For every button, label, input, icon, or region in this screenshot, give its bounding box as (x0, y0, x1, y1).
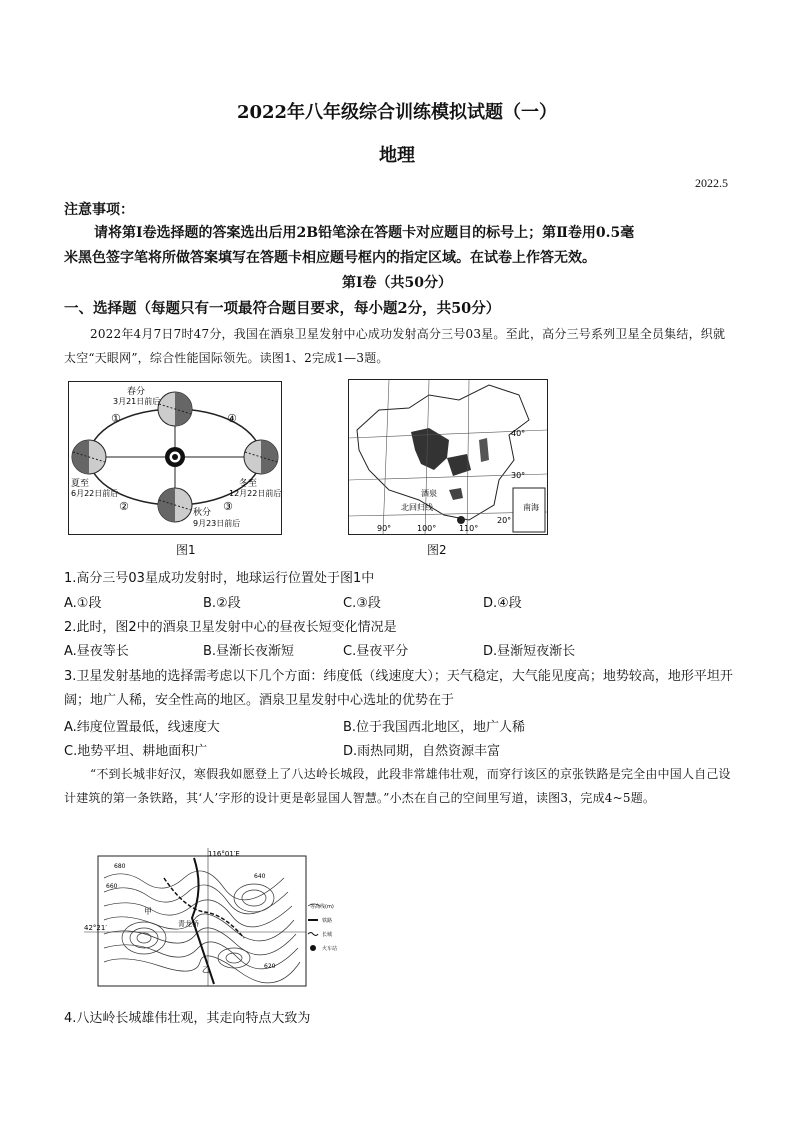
q3-option-c[interactable]: C.地势平坦、耕地面积广 (64, 744, 208, 759)
label-seg-2: ② (119, 500, 129, 513)
label-b: 乙 (202, 965, 210, 974)
label-spring-date: 3月21日前后 (113, 397, 161, 406)
q2-option-c[interactable]: C.昼夜平分 (343, 644, 409, 659)
label-lon: 116°01′E (208, 850, 240, 858)
q1-option-a[interactable]: A.①段 (64, 596, 102, 611)
q2-option-a[interactable]: A.昼夜等长 (64, 644, 129, 659)
question-3-stem: 3.卫星发射基地的选择需考虑以下几个方面：纬度低（线速度大）；天气稳定，大气能见度高；地势较高，地形平坦开阔；地广人稀，安全性高的地区。酒泉卫星发射中心选址的优势在于 (64, 669, 733, 708)
label-autumn: 秋分 (193, 508, 212, 518)
q1-option-c[interactable]: C.③段 (343, 596, 381, 611)
label-lon-110: 110° (459, 524, 479, 533)
label-c660: 660 (106, 883, 118, 890)
label-lat: 42°21′ (84, 924, 107, 932)
notice-line-1: 请将第Ⅰ卷选择题的答案选出后用2B铅笔涂在答题卡对应题目的标号上；第Ⅱ卷用0.5毫 (94, 225, 635, 241)
label-lon-100: 100° (417, 524, 437, 533)
q3-option-d[interactable]: D.雨热同期，自然资源丰富 (343, 744, 501, 759)
question-2-stem: 2.此时，图2中的酒泉卫星发射中心的昼夜长短变化情况是 (64, 620, 397, 635)
earth-summer (72, 440, 106, 474)
label-summer: 夏至 (71, 479, 90, 489)
passage-1: 2022年4月7日7时47分，我国在酒泉卫星发射中心成功发射高分三号03星。至此，高分三号系列卫星全员集结，织就太空“天眼网”，综合性能国际领先。读图1、2完成1—3题。 (64, 327, 726, 365)
exam-date: 2022.5 (695, 176, 728, 190)
section-title: 一、选择题（每题只有一项最符合题目要求，每小题2分，共50分） (64, 300, 501, 317)
exam-title: 2022年八年级综合训练模拟试题（一） (236, 102, 558, 123)
label-lon-90: 90° (377, 524, 392, 533)
label-c640: 640 (254, 873, 266, 880)
notice-line-2: 米黑色签字笔将所做答案填写在答题卡相应题号框内的指定区域。在试卷上作答无效。 (64, 250, 596, 266)
figure-1-orbit (68, 381, 282, 535)
label-lat-20: 20° (497, 516, 512, 525)
question-4-stem: 4.八达岭长城雄伟壮观，其走向特点大致为 (64, 1011, 311, 1026)
figure-2-map (348, 379, 548, 535)
figure-2-caption: 图2 (427, 543, 447, 557)
earth-spring (158, 392, 192, 426)
figure-3-topo-map (84, 848, 348, 990)
label-south-sea: 南海 (523, 503, 539, 512)
legend-rail: 铁路 (322, 918, 333, 924)
question-1-stem: 1.高分三号03星成功发射时，地球运行位置处于图1中 (64, 571, 375, 586)
label-spring: 春分 (127, 387, 146, 397)
figure-1-caption: 图1 (176, 543, 196, 557)
label-summer-date: 6月22日前后 (71, 489, 119, 498)
q2-option-d[interactable]: D.昼渐短夜渐长 (483, 644, 576, 659)
map-legend (308, 903, 337, 952)
q3-option-b[interactable]: B.位于我国西北地区，地广人稀 (343, 720, 526, 735)
label-tropic: 北回归线 (401, 503, 433, 512)
label-a: 甲 (144, 907, 152, 916)
q2-option-b[interactable]: B.昼渐长夜渐短 (203, 644, 295, 659)
passage-2: “不到长城非好汉，寒假我如愿登上了八达岭长城段，此段非常雄伟壮观，而穿行该区的京张铁路是完全由中国人自己设计建筑的第一条铁路，其‘人’字形的设计更是彰显国人智慧。”小杰在自己的空间里写道，读图3，完成4~5题。 (64, 767, 731, 805)
china-map (349, 380, 547, 534)
label-winter-date: 12月22日前后 (229, 489, 281, 498)
legend-contour: 等高线(m) (310, 904, 334, 910)
label-c680: 680 (114, 863, 126, 870)
label-lat-30: 30° (511, 471, 526, 480)
q1-option-d[interactable]: D.④段 (483, 596, 522, 611)
q3-option-a[interactable]: A.纬度位置最低，线速度大 (64, 720, 220, 735)
volume-title: 第Ⅰ卷（共50分） (341, 275, 453, 291)
legend-station: 火车站 (322, 946, 338, 952)
notice-heading: 注意事项： (64, 202, 134, 218)
label-seg-3: ③ (223, 500, 233, 513)
label-autumn-date: 9月23日前后 (193, 519, 241, 528)
label-seg-1: ① (111, 412, 121, 425)
label-jiuquan: 酒泉 (421, 489, 437, 498)
label-lat-40: 40° (511, 429, 526, 438)
label-winter: 冬至 (239, 479, 258, 489)
q1-option-b[interactable]: B.②段 (203, 596, 241, 611)
subject-title: 地理 (379, 145, 415, 166)
earth-winter (244, 440, 278, 474)
earth-autumn (158, 488, 192, 522)
label-seg-4: ④ (227, 412, 237, 425)
legend-wall: 长城 (322, 932, 333, 938)
label-c620: 620 (264, 963, 276, 970)
topo-map (84, 848, 348, 990)
label-station: 青龙桥 (178, 920, 199, 928)
orbit-diagram (69, 382, 281, 534)
